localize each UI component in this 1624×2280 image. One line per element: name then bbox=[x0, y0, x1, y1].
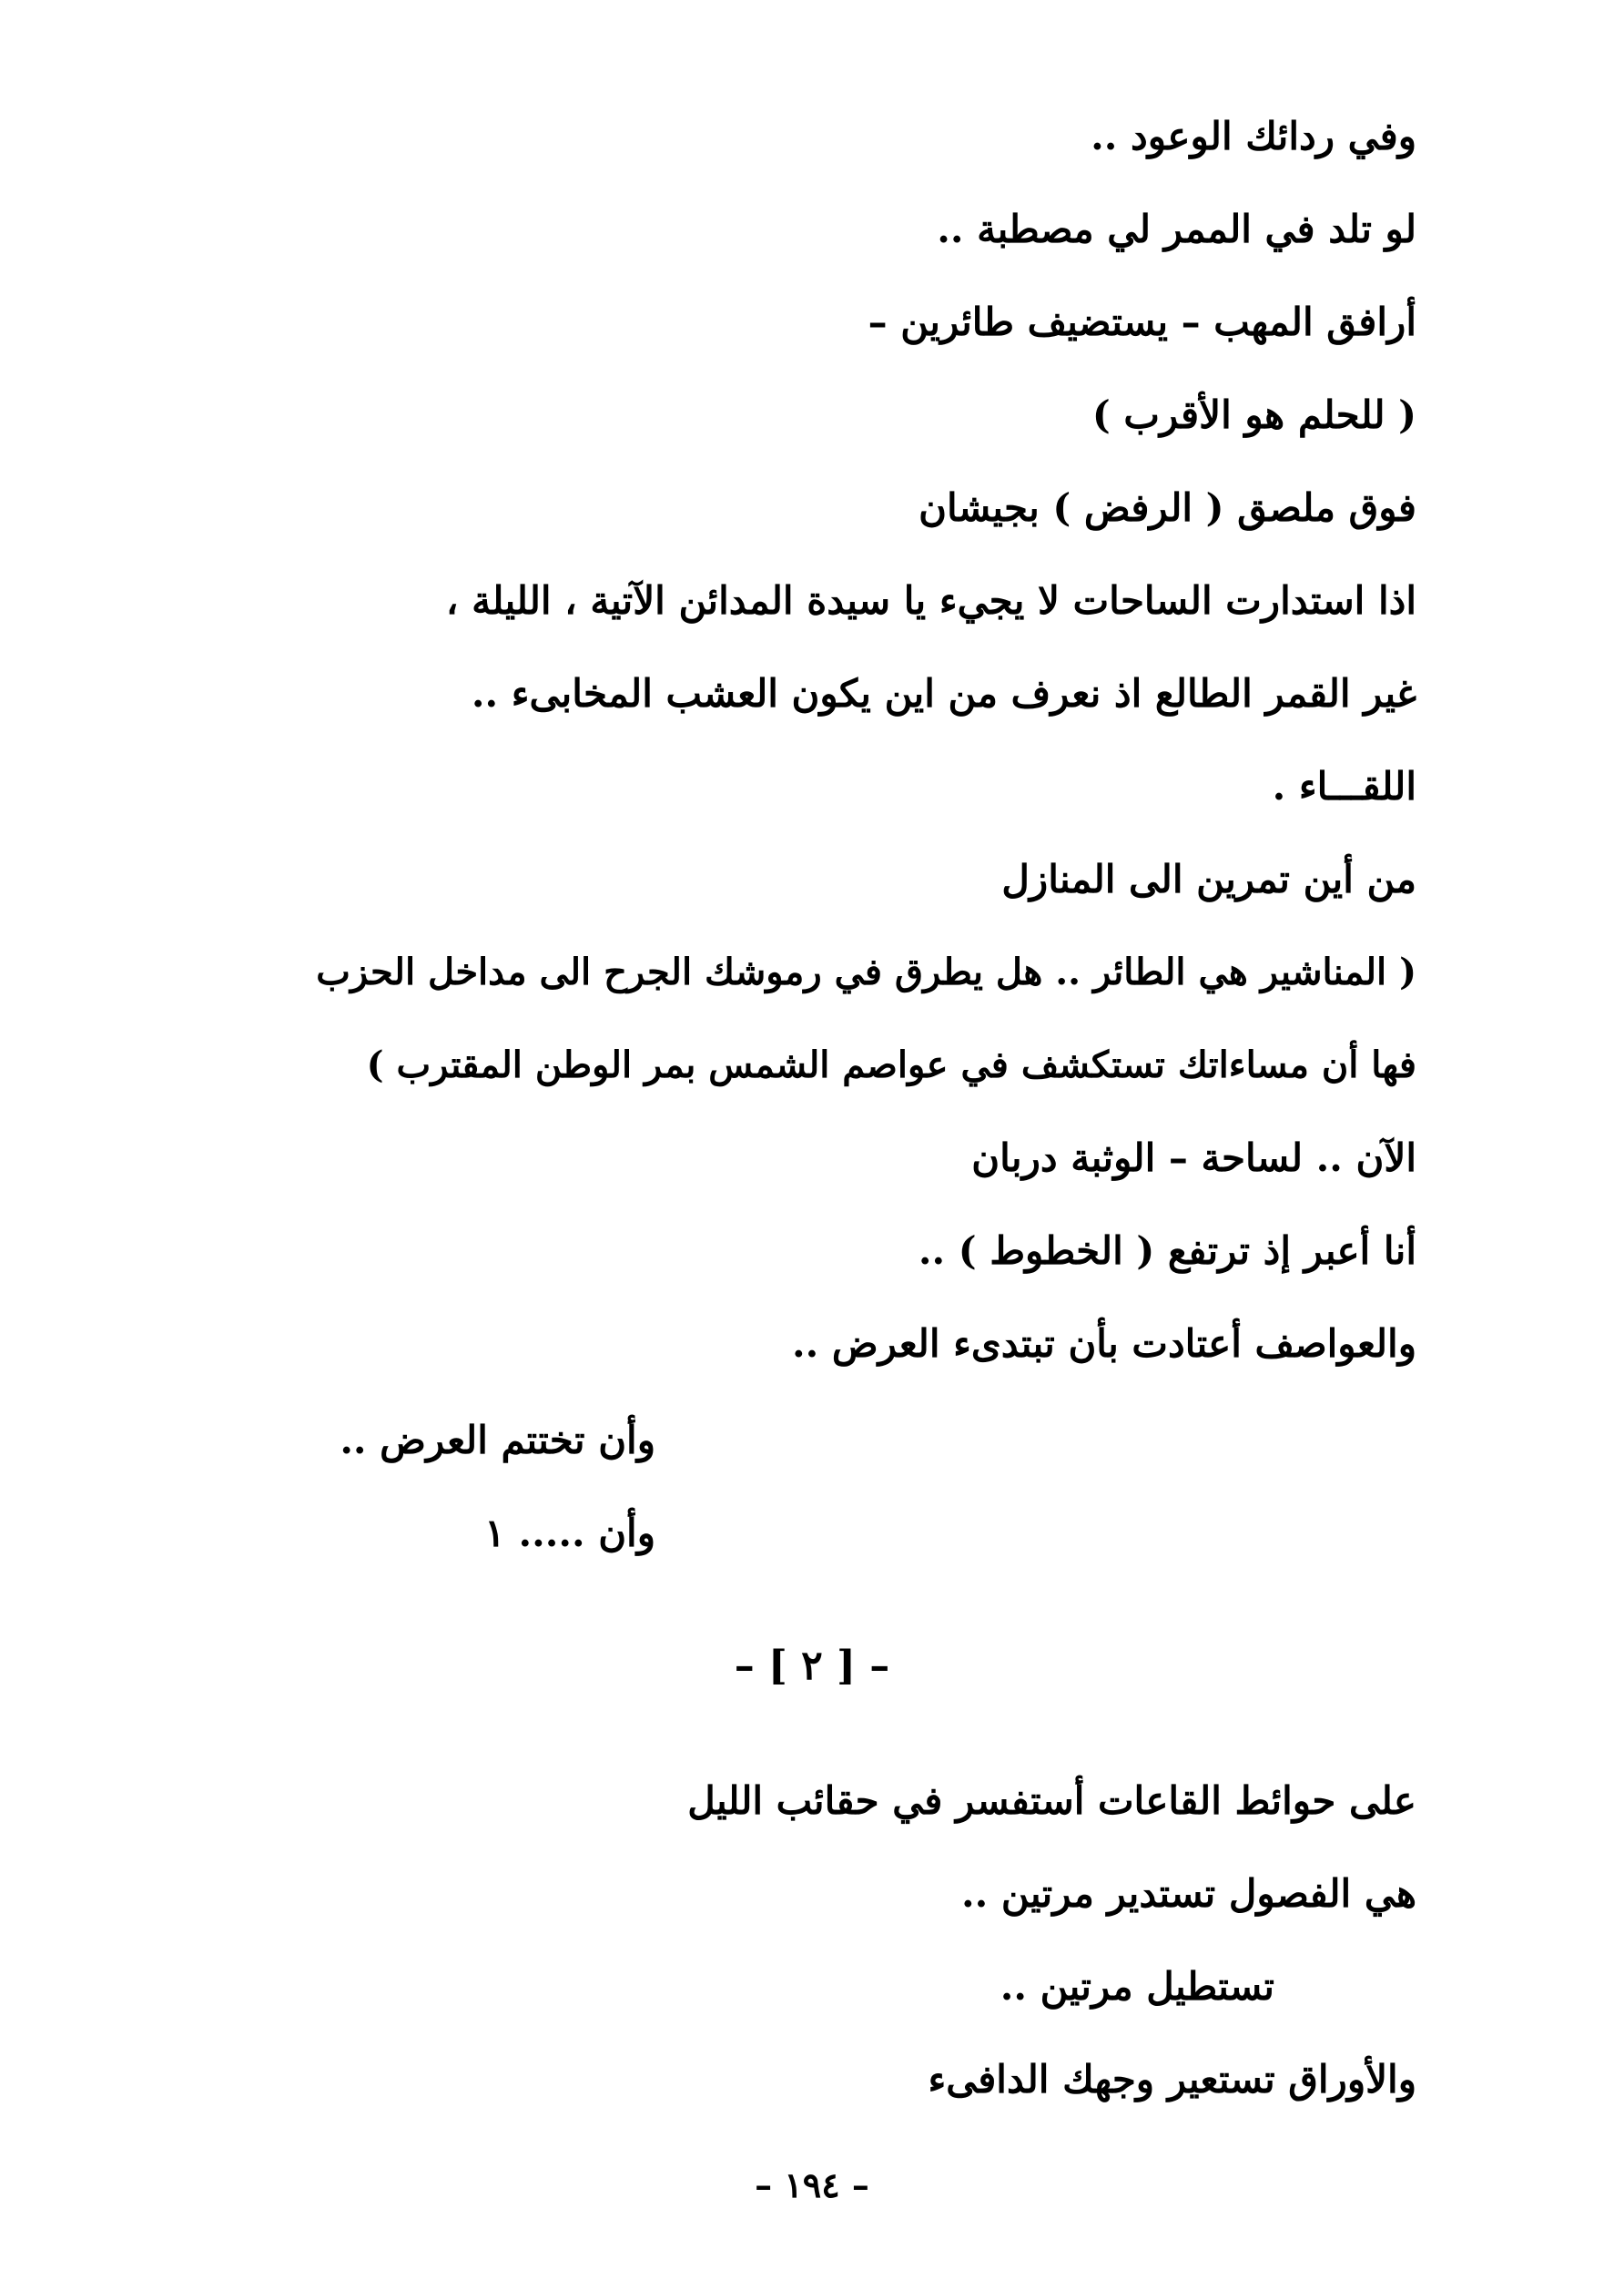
poem-line: اللقـــاء . bbox=[1272, 764, 1416, 809]
poem-line: من أين تمرين الى المنازل bbox=[1001, 857, 1416, 901]
poem-line: فها أن مساءاتك تستكشف في عواصم الشمس بمر الوطن المقترب ) bbox=[366, 1043, 1416, 1086]
poem-line: فوق ملصق ( الرفض ) بجيشان bbox=[919, 485, 1416, 530]
poem-line: غير القمر الطالع اذ نعرف من اين يكون العشب المخابىء .. bbox=[471, 671, 1416, 716]
poem-line-indented: وأن تختتم العرض .. bbox=[340, 1418, 655, 1462]
poem-line: الآن .. لساحة – الوثبة دربان bbox=[971, 1135, 1416, 1180]
poem-line: أرافق المهب – يستضيف طائرين – bbox=[868, 300, 1416, 344]
poem-line-indented: وأن ..... ١ bbox=[484, 1511, 655, 1555]
poem-line: تستطيل مرتين .. bbox=[1000, 1964, 1274, 2009]
section-marker: – [ ٢ ] – bbox=[734, 1643, 890, 1689]
poem-line: أنا أعبر إذ ترتفع ( الخطوط ) .. bbox=[918, 1228, 1416, 1273]
poem-line: وفي ردائك الوعود .. bbox=[1091, 114, 1416, 158]
page-number: – ١٩٤ – bbox=[755, 2164, 869, 2205]
poem-line: لو تلد في الممر لي مصطبة .. bbox=[937, 207, 1416, 251]
poem-line: على حوائط القاعات أستفسر في حقائب الليل bbox=[687, 1778, 1416, 1823]
poem-line: هي الفصول تستدير مرتين .. bbox=[961, 1871, 1416, 1916]
poem-line: ( للحلم هو الأقرب ) bbox=[1091, 392, 1416, 437]
poem-line: ( المناشير هي الطائر .. هل يطرق في رموشك الجرح الى مداخل الحزب bbox=[316, 951, 1416, 993]
poem-line: والعواصف أعتادت بأن تبتدىء العرض .. bbox=[791, 1321, 1416, 1366]
poem-line: اذا استدارت الساحات لا يجيء يا سيدة المدائن الآتية ، الليلة ، bbox=[445, 578, 1416, 623]
poem-line: والأوراق تستعير وجهك الدافىء bbox=[928, 2057, 1416, 2102]
